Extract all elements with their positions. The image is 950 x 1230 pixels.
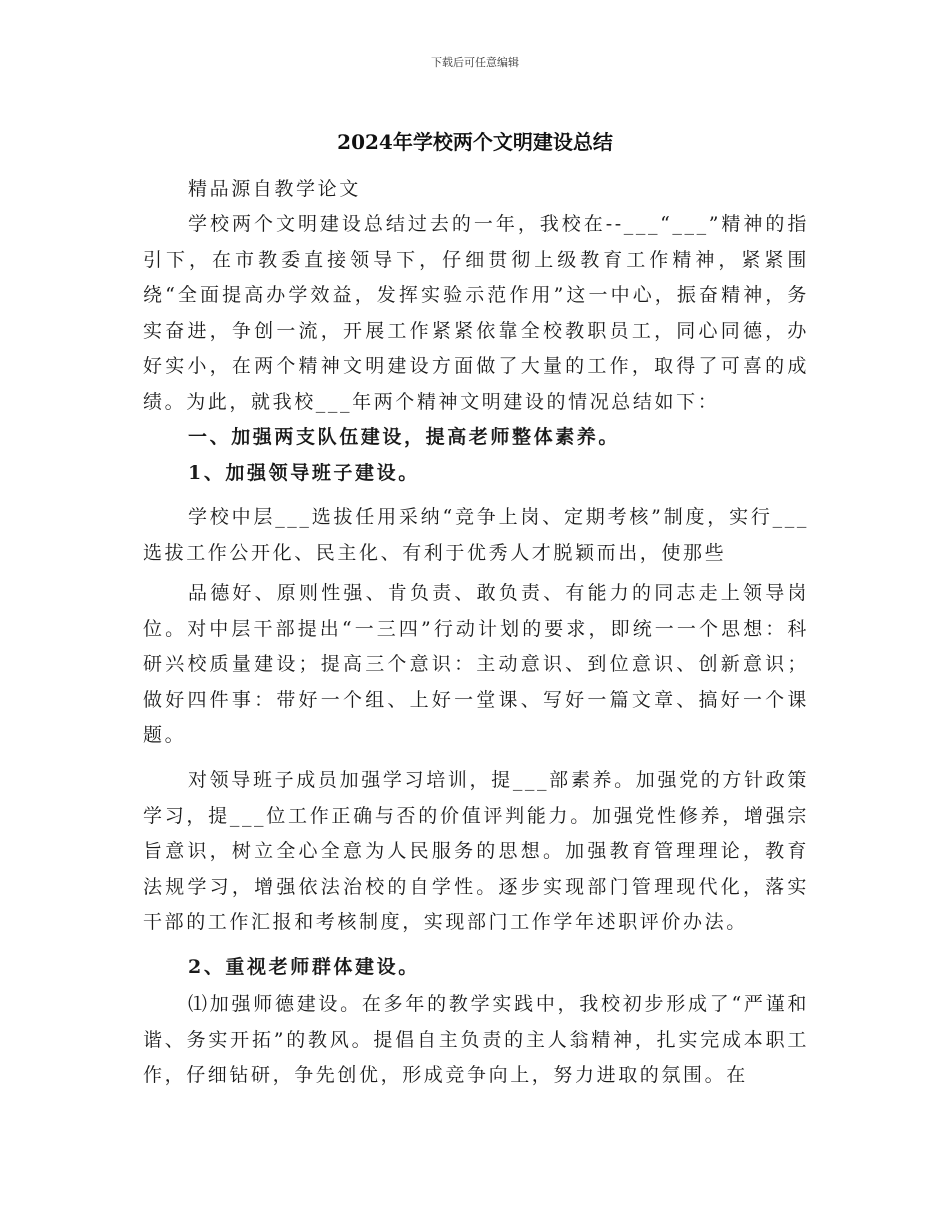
subtitle-text: 精品源自教学论文 <box>188 178 361 200</box>
section-1-1-heading-text: 1、加强领导班子建设。 <box>188 462 420 484</box>
section-1-2-heading <box>143 950 809 986</box>
intro-paragraph <box>143 207 809 420</box>
section-1-heading <box>143 420 809 456</box>
section-1-1-paragraph-3 <box>143 763 809 941</box>
section-1-1-heading <box>143 456 809 492</box>
section-1-1-paragraph-2 <box>143 576 809 754</box>
section-1-heading-text: 一、加强两支队伍建设，提高老师整体素养。 <box>188 426 621 448</box>
document-subtitle <box>143 172 809 208</box>
section-1-2-paragraph-1 <box>143 987 809 1094</box>
intro-text: 学校两个文明建设总结过去的一年，我校在--___“___”精神的指引下，在市教委直接领导下，仔细贯彻上级教育工作精神，紧紧围绕“全面提高办学效益，发挥实验示范作用”这一中心，振奋精神，务实奋进，争创一流，开展工作紧紧依靠全校教职员工，同心同德，办好实小，在两个精神文明建设方面做了大量的工作，取得了可喜的成绩。为此，就我校___年两个精神文明建设的情况总结如下： <box>143 213 809 413</box>
section-1-1-paragraph-3-text: 对领导班子成员加强学习培训，提___部素养。加强党的方针政策学习，提___位工作正确与否的价值评判能力。加强党性修养，增强宗旨意识，树立全心全意为人民服务的思想。加强教育管理理论，教育法规学习，增强依法治校的自学性。逐步实现部门管理现代化，落实干部的工作汇报和考核制度，实现部门工作学年述职评价办法。 <box>143 769 809 933</box>
section-1-2-paragraph-1-text: ⑴加强师德建设。在多年的教学实践中，我校初步形成了“严谨和谐、务实开拓”的教风。提倡自主负责的主人翁精神，扎实完成本职工作，仔细钻研，争先创优，形成竞争向上，努力进取的氛围。在 <box>143 993 809 1086</box>
section-1-1-paragraph-1-text: 学校中层___选拔任用采纳“竞争上岗、定期考核”制度，实行___选拔工作公开化、民主化、有利于优秀人才脱颖而出，使那些 <box>143 506 809 564</box>
section-1-2-heading-text: 2、重视老师群体建设。 <box>188 956 420 978</box>
section-1-1-paragraph-1 <box>143 500 809 571</box>
document-title: 2024年学校两个文明建设总结 <box>337 130 613 154</box>
page-header-note: 下载后可任意编辑 <box>431 56 519 69</box>
section-1-1-paragraph-2-text: 品德好、原则性强、肯负责、敢负责、有能力的同志走上领导岗位。对中层干部提出“一三四”行动计划的要求，即统一一个思想：科研兴校质量建设；提高三个意识：主动意识、到位意识、创新意识；做好四件事：带好一个组、上好一堂课、写好一篇文章、搞好一个课题。 <box>143 582 809 746</box>
